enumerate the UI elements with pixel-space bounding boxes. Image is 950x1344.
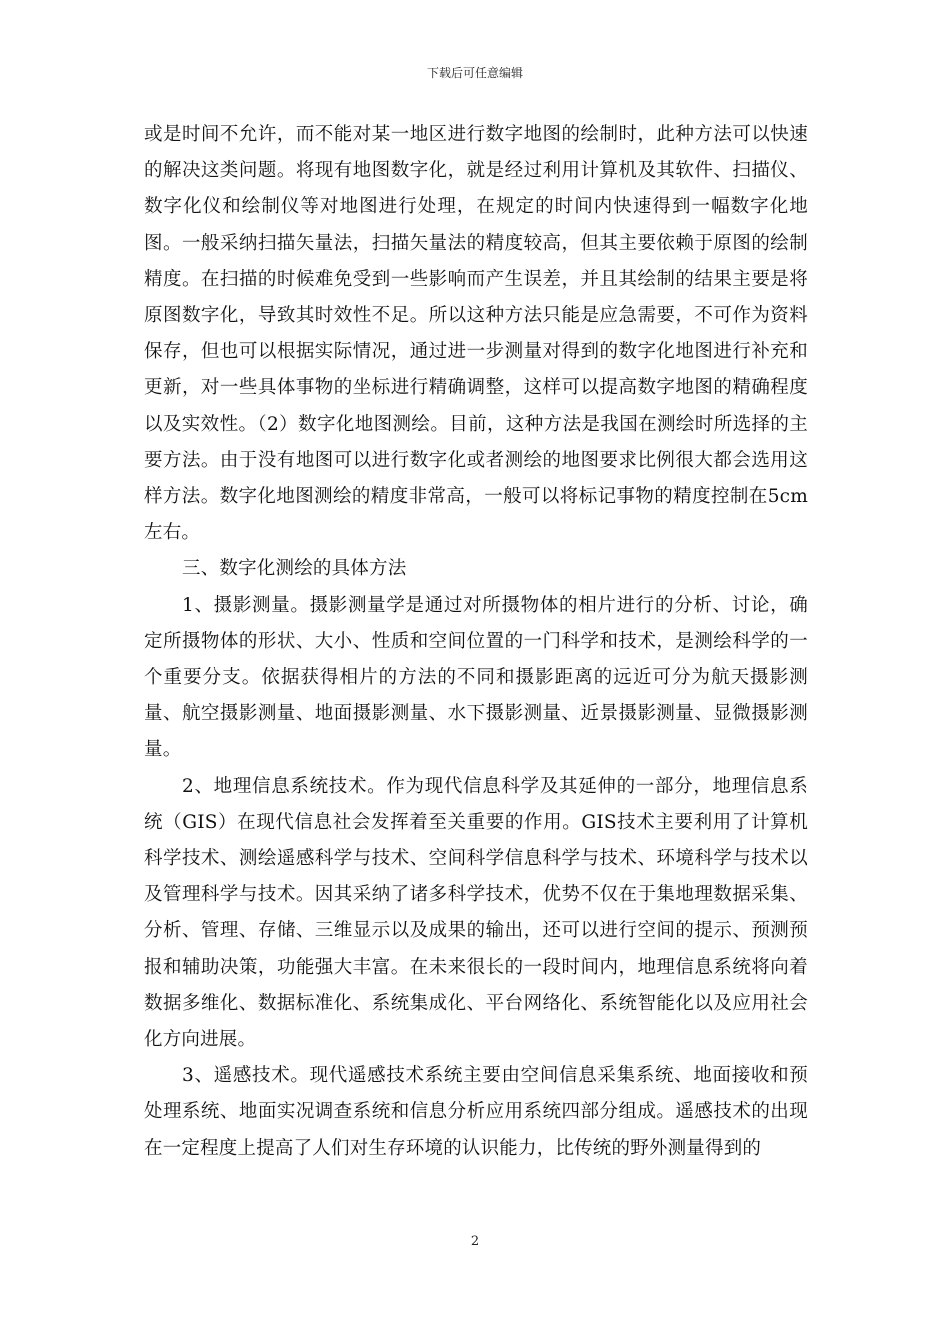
paragraph-photogrammetry: 1、摄影测量。摄影测量学是通过对所摄物体的相片进行的分析、讨论，确定所摄物体的形状、大小、性质和空间位置的一门科学和技术，是测绘科学的一个重要分支。依据获得相片的方法的不同和摄影距离的远近可分为航天摄影测量、航空摄影测量、地面摄影测量、水下摄影测量、近景摄影测量、显微摄影测量。 <box>144 594 808 761</box>
page-number: 2 <box>470 1234 480 1249</box>
section-heading: 三、数字化测绘的具体方法 <box>182 558 407 580</box>
paragraph-remote-sensing: 3、遥感技术。现代遥感技术系统主要由空间信息采集系统、地面接收和预处理系统、地面实况调查系统和信息分析应用系统四部分组成。遥感技术的出现在一定程度上提高了人们对生存环境的认识能力，比传统的野外测量得到的 <box>144 1065 808 1159</box>
paragraph-gis: 2、地理信息系统技术。作为现代信息科学及其延伸的一部分，地理信息系统（GIS）在现代信息社会发挥着至关重要的作用。GIS技术主要利用了计算机科学技术、测绘遥感科学与技术、空间科学信息科学与技术、环境科学与技术以及管理科学与技术。因其采纳了诸多科学技术，优势不仅在于集地理数据采集、分析、管理、存储、三维显示以及成果的输出，还可以进行空间的提示、预测预报和辅助决策，功能强大丰富。在未来很长的一段时间内，地理信息系统将向着数据多维化、数据标准化、系统集成化、平台网络化、系统智能化以及应用社会化方向进展。 <box>144 775 808 1051</box>
document-body <box>144 117 808 1167</box>
page-header: 下载后可任意编辑 <box>426 66 523 80</box>
paragraph-continuation: 或是时间不允许，而不能对某一地区进行数字地图的绘制时，此种方法可以快速的解决这类问题。将现有地图数字化，就是经过利用计算机及其软件、扫描仪、数字化仪和绘制仪等对地图进行处理，在规定的时间内快速得到一幅数字化地图。一般采纳扫描矢量法，扫描矢量法的精度较高，但其主要依赖于原图的绘制精度。在扫描的时候难免受到一些影响而产生误差，并且其绘制的结果主要是将原图数字化，导致其时效性不足。所以这种方法只能是应急需要，不可作为资料保存，但也可以根据实际情况，通过进一步测量对得到的数字化地图进行补充和更新，对一些具体事物的坐标进行精确调整，这样可以提高数字地图的精确程度以及实效性。（2）数字化地图测绘。目前，这种方法是我国在测绘时所选择的主要方法。由于没有地图可以进行数字化或者测绘的地图要求比例很大都会选用这样方法。数字化地图测绘的精度非常高，一般可以将标记事物的精度控制在5cm左右。 <box>144 124 808 544</box>
